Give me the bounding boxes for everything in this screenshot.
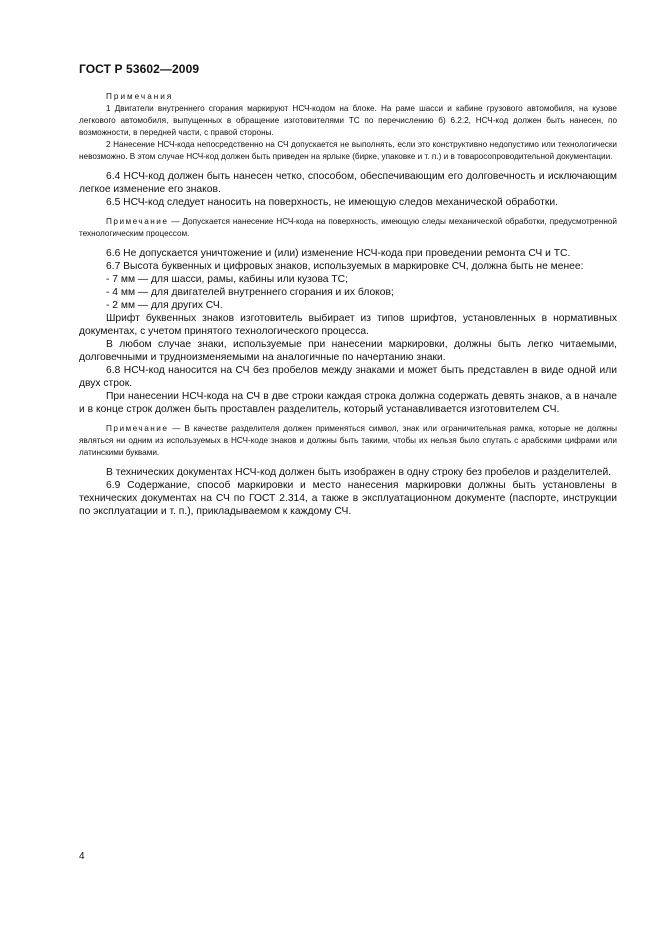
clause-6-9: 6.9 Содержание, способ маркировки и место нанесения маркировки должны быть установлены в технических документах на СЧ по ГОСТ 2.314, а также в эксплуатационном документе (паспорте, инструкции по эксплуатации и т. п.), прикладываемом к каждому СЧ. xyxy=(79,480,617,517)
note-1: 1 Двигатели внутреннего сгорания маркируют НСЧ-кодом на блоке. На раме шасси и кабине грузового автомобиля, на кузове легкового автомобиля, выпущенных в обращение изготовителями ТС по перечислению б) 6.2.2, НСЧ-код должен быть нанесен, по возможности, в передней части, с правой стороны. xyxy=(79,104,617,137)
clause-6-4: 6.4 НСЧ-код должен быть нанесен четко, способом, обеспечивающим его долговечность и исключающим легкое изменение его знаков. xyxy=(79,171,617,195)
paragraph-font: Шрифт буквенных знаков изготовитель выбирает из типов шрифтов, установленных в нормативных документах, с учетом принятого технологического процесса. xyxy=(79,313,617,337)
page-content xyxy=(79,91,617,518)
document-header: ГОСТ Р 53602—2009 xyxy=(79,62,200,76)
clause-6-8: 6.8 НСЧ-код наносится на СЧ без пробелов между знаками и может быть представлен в виде одной или двух строк. xyxy=(79,365,617,389)
list-item: - 4 мм — для двигателей внутреннего сгорания и их блоков; xyxy=(106,287,394,298)
list-item: - 7 мм — для шасси, рамы, кабины или кузова ТС; xyxy=(106,274,348,285)
clause-6-5: 6.5 НСЧ-код следует наносить на поверхность, не имеющую следов механической обработки. xyxy=(106,197,558,208)
clause-6-6: 6.6 Не допускается уничтожение и (или) изменение НСЧ-кода при проведении ремонта СЧ и ТС. xyxy=(106,248,571,259)
list-item: - 2 мм — для других СЧ. xyxy=(106,300,223,311)
note-text: — Допускается нанесение НСЧ-кода на поверхность, имеющую следы механической обработки, предусмотренной технологическим процессом. xyxy=(79,217,617,238)
notes-heading: Примечания xyxy=(106,92,174,101)
note-text: — В качестве разделителя должен применяться символ, знак или ограничительная рамка, которые не должны являться ни одним из используемых в НСЧ-коде знаков и должны быть такими, чтобы их нельзя было спутать с арабскими цифрами или латинскими буквами. xyxy=(79,424,617,457)
page-number: 4 xyxy=(79,851,85,862)
clause-6-7: 6.7 Высота буквенных и цифровых знаков, используемых в маркировке СЧ, должна быть не менее: xyxy=(106,261,584,272)
note-label: Примечание xyxy=(106,217,169,226)
note-label: Примечание xyxy=(106,424,169,433)
paragraph-readable: В любом случае знаки, используемые при нанесении маркировки, должны быть легко читаемыми, долговечными и трудноизменяемыми на аналогичные по начертанию знаки. xyxy=(79,339,617,363)
note-clause-6-8 xyxy=(79,423,617,459)
paragraph-tech-docs: В технических документах НСЧ-код должен быть изображен в одну строку без пробелов и разделителей. xyxy=(106,467,612,478)
paragraph-two-lines: При нанесении НСЧ-кода на СЧ в две строки каждая строка должна содержать девять знаков, а в начале и в конце строк должен быть проставлен разделитель, который устанавливается изготовителем СЧ. xyxy=(79,391,617,415)
note-clause-6-5 xyxy=(79,216,617,240)
note-2: 2 Нанесение НСЧ-кода непосредственно на СЧ допускается не выполнять, если это конструктивно недопустимо или технологически невозможно. В этом случае НСЧ-код должен быть приведен на ярлыке (бирке, упаковке и т. п.) и в товаросопроводительной документации. xyxy=(79,140,617,161)
